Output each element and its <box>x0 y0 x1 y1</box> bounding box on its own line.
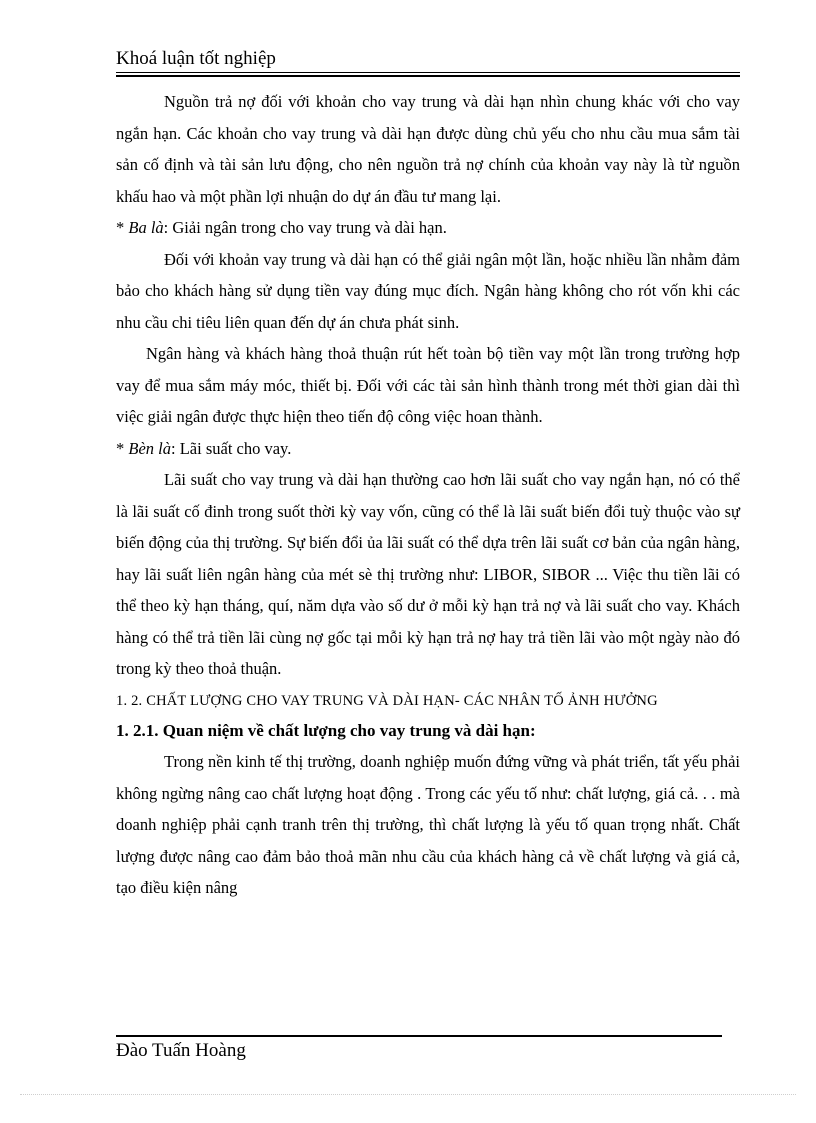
bullet-label: Bèn là <box>128 438 171 458</box>
bullet-text: : Giải ngân trong cho vay trung và dài hạn. <box>163 218 447 237</box>
bullet-prefix: * <box>116 438 129 458</box>
paragraph-disbursement: Đối với khoản vay trung và dài hạn có thể giải ngân một lần, hoặc nhiều lần nhằm đảm bảo cho khách hàng sử dụng tiền vay đúng mục đích. Ngân hàng không cho rót vốn khi các nhu cầu chi tiêu liên quan đến dự án chưa phát sinh. <box>116 249 740 332</box>
footer-rule <box>116 1035 722 1037</box>
paragraph-interest-rate: Lãi suất cho vay trung và dài hạn thường cao hơn lãi suất cho vay ngắn hạn, nó có thể là lãi suất cố đinh trong suốt thời kỳ vay vốn, cũng có thể là lãi suất biến đổi tuỳ thuộc vào sự biến động của thị trường. Sự biến đổi ủa lãi suất có thể dựa trên lãi suất cơ bản của ngân hàng, hay lãi suất liên ngân hàng của mét sè thị trường như: LIBOR, SIBOR ... Việc thu tiền lãi có thể theo kỳ hạn tháng, quí, năm dựa vào số dư ở mỗi kỳ hạn trả nợ và lãi suất cho vay. Khách hàng có thể trả tiền lãi cùng nợ gốc tại mỗi kỳ hạn trả nợ hay trả tiền lãi vào một ngày nào đó trong kỳ theo thoả thuận. <box>116 470 740 678</box>
paragraph-quality-concept: Trong nền kinh tế thị trường, doanh nghiệp muốn đứng vững và phát triển, tất yếu phải không ngừng nâng cao chất lượng hoạt động . Trong các yếu tố như: chất lượng, giá cả. . . mà doanh nghiệp phải cạnh tranh trên thị trường, thì chất lượng là yếu tố quan trọng nhất. Chất lượng được nâng cao đảm bảo thoả mãn nhu cầu của khách hàng cả về chất lượng và giá cả, tạo điều kiện nâng <box>116 752 740 897</box>
footer-author: Đào Tuấn Hoàng <box>116 1040 246 1061</box>
document-body <box>116 86 740 904</box>
bullet-interest-rate <box>116 433 740 465</box>
paragraph-repayment-source: Nguồn trả nợ đối với khoản cho vay trung và dài hạn nhìn chung khác với cho vay ngắn hạn. Các khoản cho vay trung và dài hạn được dùng chủ yếu cho nhu cầu mua sắm tài sản cố định và tài sản lưu động, cho nên nguồn trả nợ chính của khoản vay này là từ nguồn khấu hao và một phần lợi nhuận do dự án đầu tư mang lại. <box>116 92 740 206</box>
subsection-heading: 1. 2.1. Quan niệm về chất lượng cho vay trung và dài hạn: <box>116 720 536 740</box>
header-rule-thin <box>116 72 740 73</box>
section-heading: 1. 2. CHẤT LƯỢNG CHO VAY TRUNG VÀ DÀI HẠN- CÁC NHÂN TỐ ẢNH HƯỞNG <box>116 692 658 709</box>
bullet-label: Ba là <box>128 218 164 237</box>
paragraph-agreement: Ngân hàng và khách hàng thoả thuận rút hết toàn bộ tiền vay một lần trong trường hợp vay để mua sắm máy móc, thiết bị. Đối với các tài sản hình thành trong mét thời gian dài thì việc giải ngân được thực hiện theo tiến độ công việc hoan thành. <box>116 344 740 426</box>
page-header-title: Khoá luận tốt nghiệp <box>116 48 276 69</box>
page-edge-divider <box>20 1094 796 1095</box>
header-rule-thick <box>116 75 740 77</box>
bullet-text: : Lãi suất cho vay. <box>171 438 292 458</box>
bullet-prefix: * <box>116 218 129 237</box>
bullet-disbursement <box>116 212 740 244</box>
